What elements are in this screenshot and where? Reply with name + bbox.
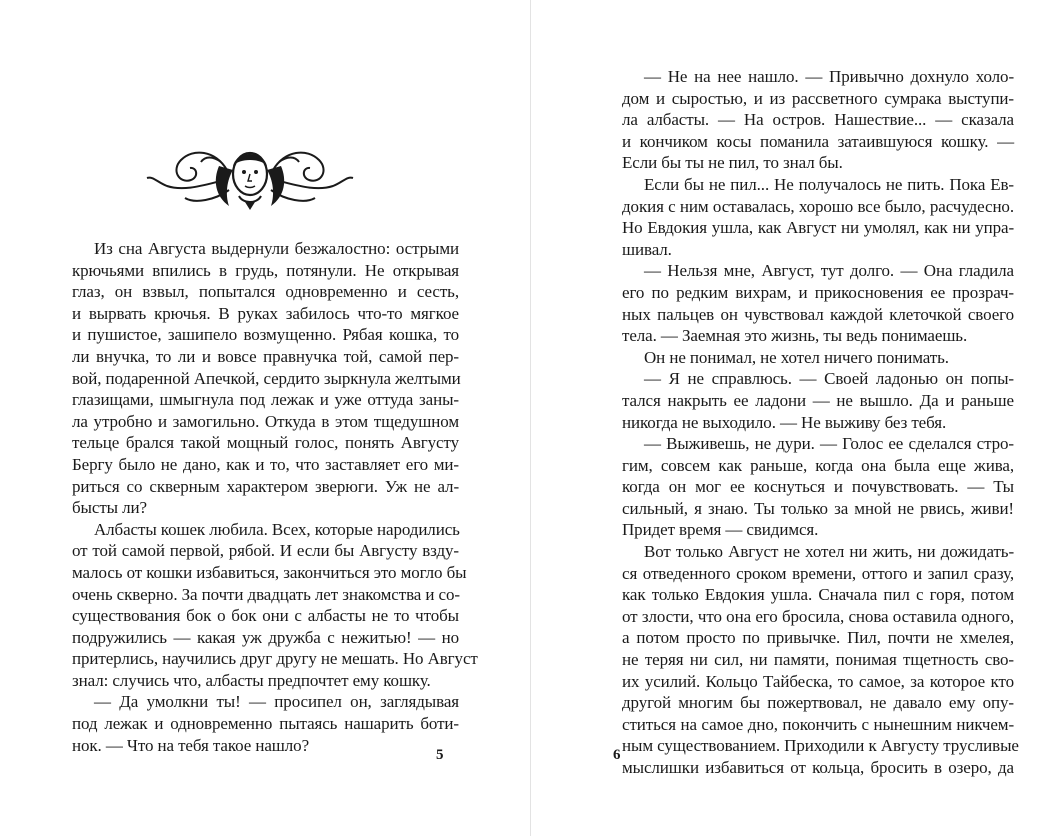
text-line: их усилий. Кольцо Тайбеска, то самое, за которое кто <box>622 671 1014 691</box>
text-line: тался накрыть ее ладони — не вышло. Да и раньше <box>622 390 1014 410</box>
text-line: — Не на нее нашло. — Привычно дохнуло холо- <box>644 67 1014 86</box>
text-line: очень скверно. За почти двадцать лет знакомства и со- <box>72 584 460 604</box>
text-line: и кончиком косы поманила затаившуюся кошку. — <box>622 131 1014 151</box>
left-page <box>0 0 530 836</box>
text-line: от той самой первой, рябой. И если бы Августу взду- <box>72 541 459 561</box>
text-line: Придет время — свидимся. <box>622 520 819 540</box>
text-line: никогда не выходило. — Не выживу без тебя. <box>622 412 947 432</box>
decorative-face-ornament-icon <box>145 140 355 212</box>
text-line: Вот только Август не хотел ни жить, ни дожидать- <box>644 542 1014 562</box>
text-line: малось от кошки избавиться, закончиться это могло бы <box>72 562 467 582</box>
text-line: Он не понимал, не хотел ничего понимать. <box>644 347 949 367</box>
page-number: 5 <box>436 747 444 763</box>
text-line: знал: случись что, албасты предпочтет ему кошку. <box>72 670 431 690</box>
text-line: существования бок о бок они с албасты не то чтобы <box>72 606 459 626</box>
text-line: дом и сыростью, и из рассветного сумрака выступи- <box>622 88 1014 108</box>
text-line: ла утробно и замогильно. Откуда в этом тщедушном <box>72 411 459 431</box>
text-line: Бергу было не дано, как и то, что заставляет его ми- <box>72 454 459 474</box>
text-line: тельце брался такой мощный голос, понять Августу <box>72 433 459 453</box>
text-line: нок. — Что на тебя такое нашло? <box>72 735 310 755</box>
text-line: его по редким вихрам, и прикосновения ее прозрач- <box>622 282 1014 302</box>
text-line: ститься на самое дно, покончить с нынешним никчем- <box>622 714 1014 734</box>
right-page-text <box>622 66 1019 779</box>
text-line: крючьями впились в грудь, потянули. Не открывая <box>72 260 459 280</box>
text-line: притерлись, научились друг другу не мешать. Но Август <box>72 649 478 669</box>
page-number: 6 <box>613 747 621 763</box>
text-line: риться со скверным характером зверюги. Уж не ал- <box>72 476 459 496</box>
text-line: и вырвать крючья. В руках забилось что-то мягкое <box>72 303 459 323</box>
text-line: Из сна Августа выдернули безжалостно: острыми <box>94 239 459 258</box>
text-line: не теряя ни сил, ни памяти, понимая тщетность сво- <box>622 650 1014 670</box>
text-line: от злости, что она его бросила, снова оставила одного, <box>622 606 1014 626</box>
text-line: — Нельзя мне, Август, тут долго. — Она гладила <box>644 261 1014 281</box>
text-line: подружились — какая уж дружба с нежитью! — но <box>72 627 459 647</box>
text-line: ла албасты. — На остров. Нашествие... — сказала <box>622 110 1014 130</box>
text-line: докия с ним оставалась, хорошо все было, расчудесно. <box>622 196 1014 216</box>
text-line: шивал. <box>622 239 672 259</box>
text-line: под лежак и одновременно пытаясь нашарить боти- <box>72 714 459 734</box>
text-line: Но Евдокия ушла, как Август ни умолял, как ни упра- <box>622 218 1014 238</box>
text-line: как только Евдокия ушла. Сначала пил с горя, потом <box>622 585 1014 605</box>
text-line: Если бы ты не пил, то знал бы. <box>622 153 843 173</box>
text-line: — Выживешь, не дури. — Голос ее сделался стро- <box>644 434 1014 454</box>
text-line: ся отведенного сроком времени, оттого и запил сразу, <box>622 563 1014 583</box>
text-line: ных пальцев он чувствовал каждой клеточкой своего <box>622 304 1014 324</box>
text-line: ли внучка, то ли и вовсе правнучка той, самой пер- <box>72 346 459 366</box>
text-line: мыслишки избавиться от кольца, бросить в озеро, да <box>622 758 1014 777</box>
text-line: Албасты кошек любила. Всех, которые народились <box>94 519 460 539</box>
text-line: Если бы не пил... Не получалось не пить. Пока Ев- <box>644 174 1014 194</box>
text-line: тела. — Заемная это жизнь, ты ведь понимаешь. <box>622 326 968 346</box>
text-line: ным существованием. Приходили к Августу трусливые <box>622 736 1019 756</box>
text-line: глаз, он взвыл, попытался одновременно и сесть, <box>72 282 459 302</box>
text-line: сильный, я знаю. Ты только за мной не рвись, живи! <box>622 498 1014 518</box>
text-line: гим, совсем как раньше, когда она была еще жива, <box>622 455 1014 475</box>
text-line: бысты ли? <box>72 498 147 518</box>
left-page-text <box>72 238 478 756</box>
text-line: — Да умолкни ты! — просипел он, заглядывая <box>94 692 459 712</box>
text-line: а потом просто по привычке. Пил, почти не хмелея, <box>622 628 1014 648</box>
text-line: вой, подаренной Апечкой, сердито зыркнула желтыми <box>72 368 461 388</box>
text-line: глазищами, шмыгнула под лежак и уже оттуда заны- <box>72 390 459 410</box>
text-line: и пушистое, зашипело возмущенно. Рябая кошка, то <box>72 325 459 345</box>
text-line: — Я не справлюсь. — Своей ладонью он попы- <box>644 369 1014 389</box>
text-line: когда он мог ее коснуться и почувствовать. — Ты <box>622 477 1014 497</box>
text-line: другой многим бы пожертвовал, не давало ему опу- <box>622 693 1014 713</box>
